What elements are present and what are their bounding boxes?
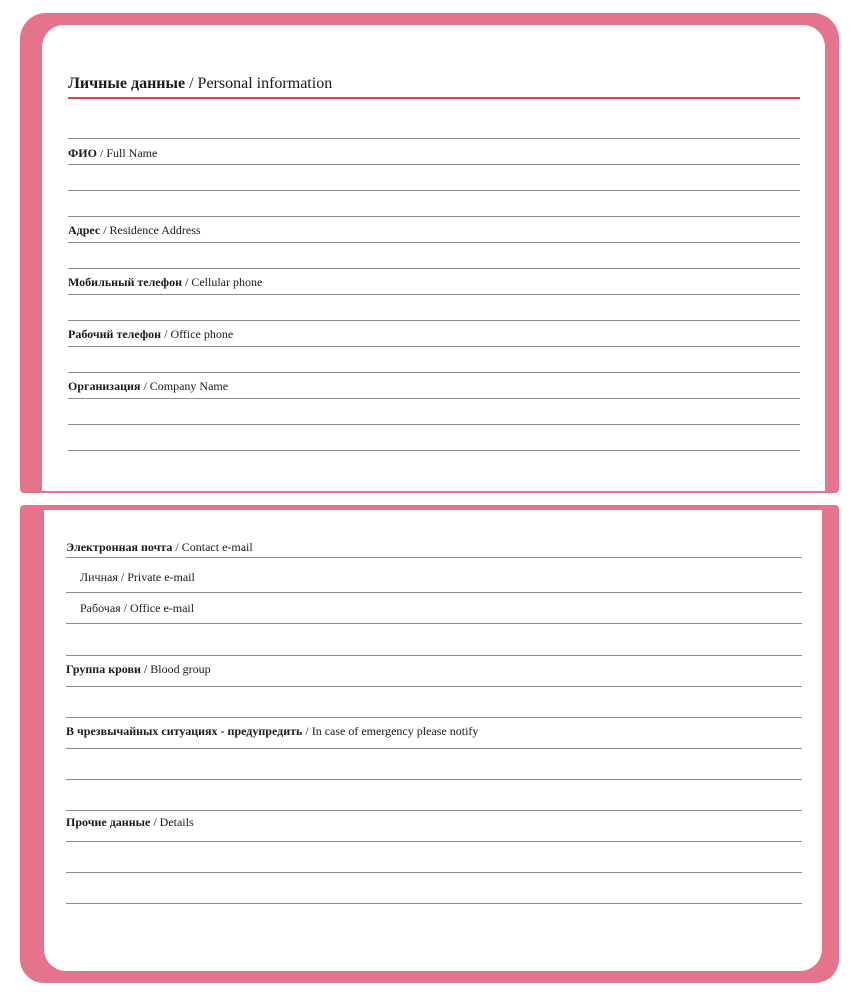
ruled-line — [68, 268, 800, 269]
ruled-line — [66, 779, 802, 780]
contact-email-label: Электронная почта / Contact e-mail — [66, 540, 253, 554]
office-email-label: Рабочая / Office e-mail — [80, 601, 195, 615]
ruled-line — [66, 623, 802, 624]
ruled-line — [68, 424, 800, 425]
office-phone-label: Рабочий телефон / Office phone — [68, 327, 234, 341]
ruled-line — [66, 592, 802, 593]
ruled-line — [68, 398, 800, 399]
ruled-line — [66, 872, 802, 873]
ruled-line — [66, 686, 802, 687]
ruled-line — [68, 164, 800, 165]
ruled-line — [66, 810, 802, 811]
ruled-line — [66, 717, 802, 718]
ruled-line — [68, 190, 800, 191]
emergency-label: В чрезвычайных ситуациях - предупредить / In case of emergency please notify — [66, 724, 479, 738]
ruled-line — [68, 450, 800, 451]
company-label: Организация / Company Name — [68, 379, 229, 393]
ruled-line — [68, 138, 800, 139]
ruled-line — [68, 242, 800, 243]
page-top — [42, 25, 825, 491]
ruled-line — [66, 655, 802, 656]
mobile-phone-label: Мобильный телефон / Cellular phone — [68, 275, 263, 289]
page-title — [68, 75, 332, 93]
ruled-line — [66, 841, 802, 842]
ruled-line — [66, 903, 802, 904]
title-rule — [68, 97, 800, 99]
private-email-label: Личная / Private e-mail — [80, 570, 195, 584]
ruled-line — [68, 372, 800, 373]
details-label: Прочие данные / Details — [66, 815, 194, 829]
ruled-line — [68, 320, 800, 321]
address-label: Адрес / Residence Address — [68, 223, 201, 237]
page-title-en: / Personal information — [189, 75, 333, 92]
ruled-line — [66, 557, 802, 558]
ruled-line — [68, 216, 800, 217]
ruled-line — [68, 294, 800, 295]
ruled-line — [66, 748, 802, 749]
full-name-label: ФИО / Full Name — [68, 146, 158, 160]
blood-group-label: Группа крови / Blood group — [66, 662, 211, 676]
page-title-ru: Личные данные — [68, 75, 186, 92]
ruled-line — [68, 346, 800, 347]
